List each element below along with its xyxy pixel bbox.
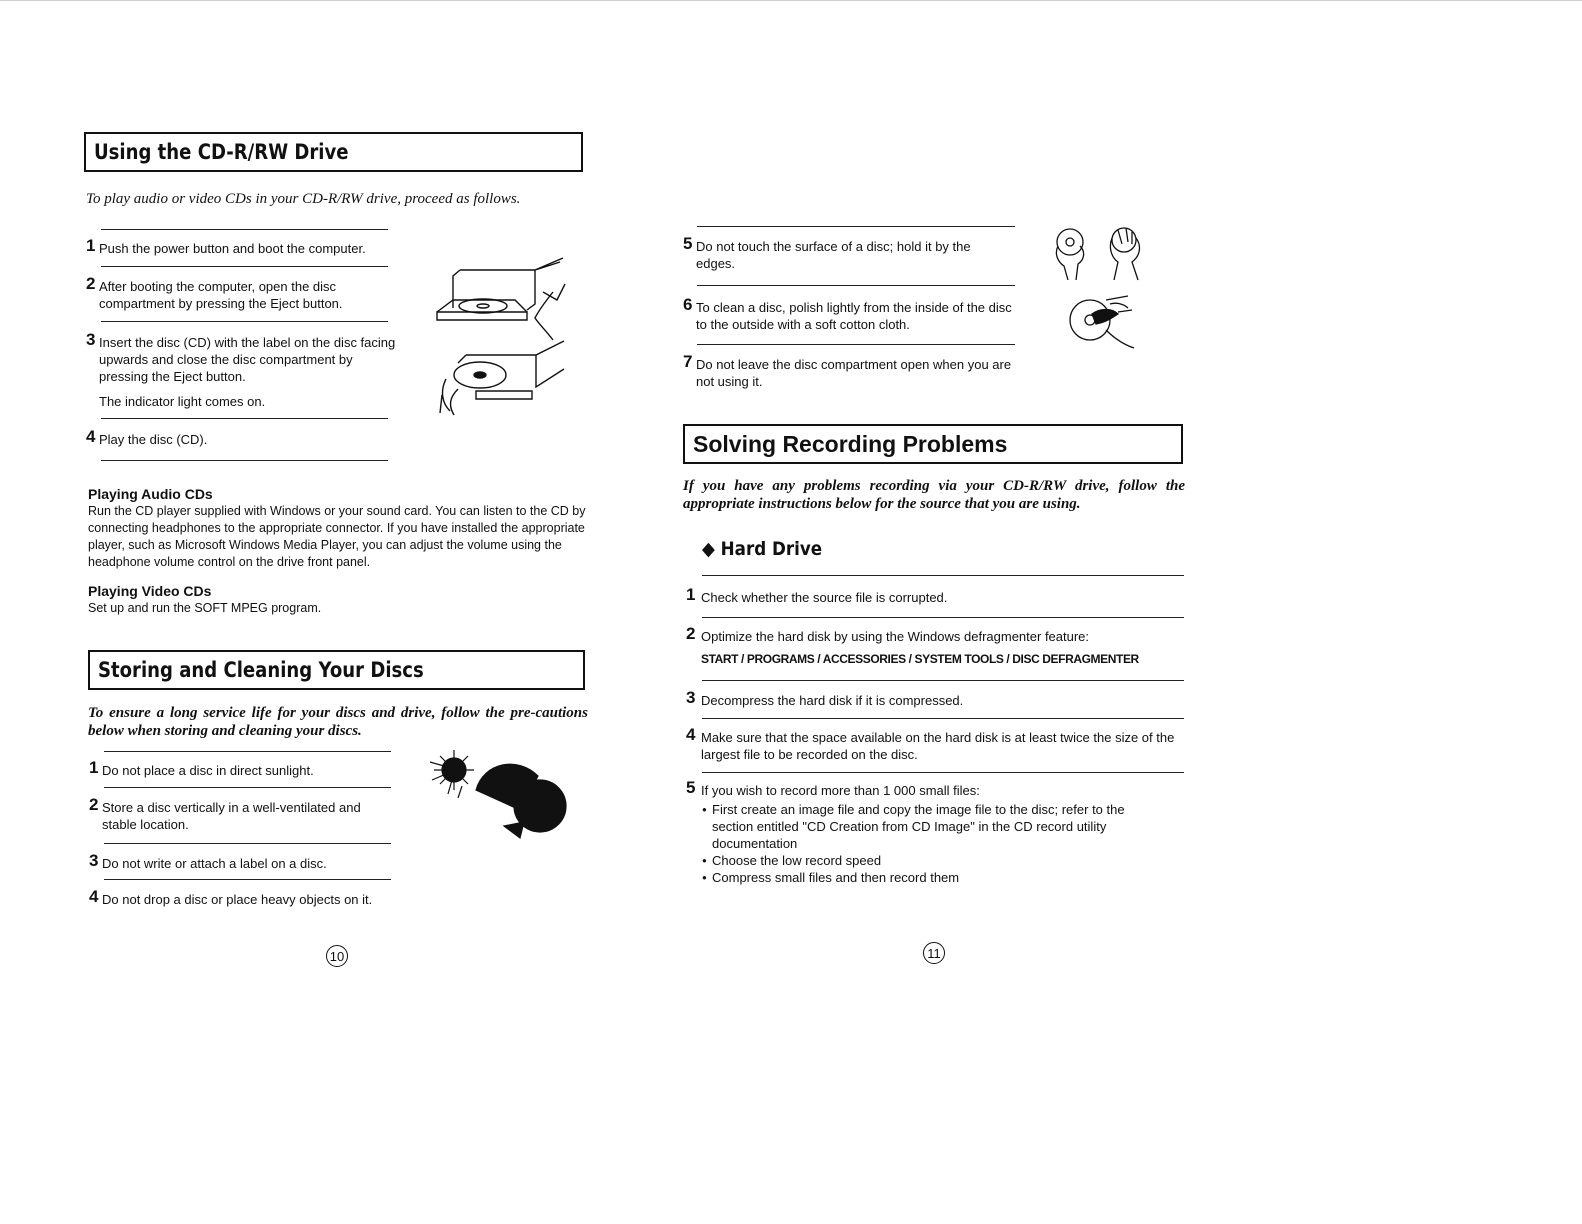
step-3-insert: 3 Insert the disc (CD) with the label on the disc facing upwards and close the disc compartment by pressing the Eject button. The indicator light comes on. xyxy=(86,330,396,409)
divider xyxy=(697,285,1015,286)
page-number-10: 10 xyxy=(326,945,348,967)
divider xyxy=(104,751,391,752)
divider xyxy=(702,575,1184,576)
divider xyxy=(101,321,388,322)
divider xyxy=(702,718,1184,719)
divider xyxy=(104,787,391,788)
intro-using-drive: To play audio or video CDs in your CD-R/RW drive, proceed as follows. xyxy=(86,191,521,207)
divider xyxy=(697,226,1015,227)
store-step-2: 2 Store a disc vertically in a well-ventilated and stable location. xyxy=(89,795,361,832)
section-title-box-storing xyxy=(88,650,585,690)
diamond-bullet-icon: ◆ xyxy=(702,538,721,560)
care-step-5: 5 Do not touch the surface of a disc; hold it by the edges. xyxy=(683,234,971,271)
section-title-storing: Storing and Cleaning Your Discs xyxy=(98,658,424,682)
playing-audio-heading: Playing Audio CDs xyxy=(88,486,213,502)
page-top-border xyxy=(0,0,1582,1)
indicator-note: The indicator light comes on. xyxy=(99,394,266,409)
divider xyxy=(104,843,391,844)
step-2-open: 2 After booting the computer, open the disc compartment by pressing the Eject button. xyxy=(86,274,343,311)
section-title-box-solving xyxy=(683,424,1183,464)
hd-step-3: 3 Decompress the hard disk if it is compressed. xyxy=(686,688,964,708)
hands-holding-disc-illustration xyxy=(1052,224,1147,282)
divider xyxy=(101,266,388,267)
section-title-using-drive: Using the CD-R/RW Drive xyxy=(94,140,349,164)
intro-solving: If you have any problems recording via your CD-R/RW drive, follow the appropriate instructions below for the source that you are using. xyxy=(683,478,1185,512)
store-step-4: 4 Do not drop a disc or place heavy objects on it. xyxy=(89,887,373,907)
hd-step-2: 2 Optimize the hard disk by using the Windows defragmenter feature: START / PROGRAMS / ACCESSORIES / SYSTEM TOOLS / DISC DEFRAGMENTER xyxy=(686,628,1181,668)
divider xyxy=(101,229,388,230)
drive-insert-illustration xyxy=(436,345,571,425)
bullet-item: ● Compress small files and then record them xyxy=(702,869,1161,886)
page-number-11: 11 xyxy=(923,942,945,964)
hd-step-1: 1 Check whether the source file is corrupted. xyxy=(686,585,948,605)
divider xyxy=(101,418,388,419)
care-step-7: 7 Do not leave the disc compartment open when you are not using it. xyxy=(683,352,1012,389)
divider xyxy=(697,344,1015,345)
bullet-item: ● Choose the low record speed xyxy=(702,852,1161,869)
playing-audio-text: Run the CD player supplied with Windows or your sound card. You can listen to the CD by connecting headphones to the appropriate connector. If you have installed the appropriate player, such as Microsoft Windows Media Player, you can adjust the volume using the headphone volume control on the drive front panel. xyxy=(88,504,586,569)
defragmenter-path: START / PROGRAMS / ACCESSORIES / SYSTEM TOOLS / DISC DEFRAGMENTER xyxy=(701,652,1139,666)
hd-step-4: 4 Make sure that the space available on the hard disk is at least twice the size of the largest file to be recorded on the disc. xyxy=(686,725,1175,762)
hd-step-5: 5 If you wish to record more than 1 000 small files: ● First create an image file and copy the image file to the disc; refer to the section entitled "CD Creation from CD Image" in the CD record utility documentation ● Choose the low record speed ● Compress small files and then record them xyxy=(686,782,1161,886)
care-step-6: 6 To clean a disc, polish lightly from the inside of the disc to the outside with a soft cotton cloth. xyxy=(683,295,1012,332)
step-4-play: 4 Play the disc (CD). xyxy=(86,427,208,447)
playing-video-heading: Playing Video CDs xyxy=(88,583,212,599)
divider xyxy=(702,772,1184,773)
drive-open-illustration xyxy=(435,262,570,342)
divider xyxy=(101,460,388,461)
bullet-item: ● First create an image file and copy the image file to the disc; refer to the section entitled "CD Creation from CD Image" in the CD record utility documentation xyxy=(702,801,1161,852)
small-files-bullets xyxy=(702,801,1161,886)
section-title-box-using-drive xyxy=(84,132,583,172)
divider xyxy=(702,680,1184,681)
section-title-solving: Solving Recording Problems xyxy=(693,431,1008,457)
store-step-1: 1 Do not place a disc in direct sunlight. xyxy=(89,758,314,778)
sun-disc-illustration xyxy=(428,750,573,840)
divider xyxy=(702,617,1184,618)
store-step-3: 3 Do not write or attach a label on a disc. xyxy=(89,851,327,871)
cleaning-disc-illustration xyxy=(1066,292,1136,350)
step-1-power: 1 Push the power button and boot the computer. xyxy=(86,236,366,256)
divider xyxy=(104,879,391,880)
playing-video-text: Set up and run the SOFT MPEG program. xyxy=(88,601,322,615)
intro-storing: To ensure a long service life for your discs and drive, follow the pre-cautions below when storing and cleaning your discs. xyxy=(88,705,588,739)
hard-drive-heading: ◆ Hard Drive xyxy=(702,538,823,560)
